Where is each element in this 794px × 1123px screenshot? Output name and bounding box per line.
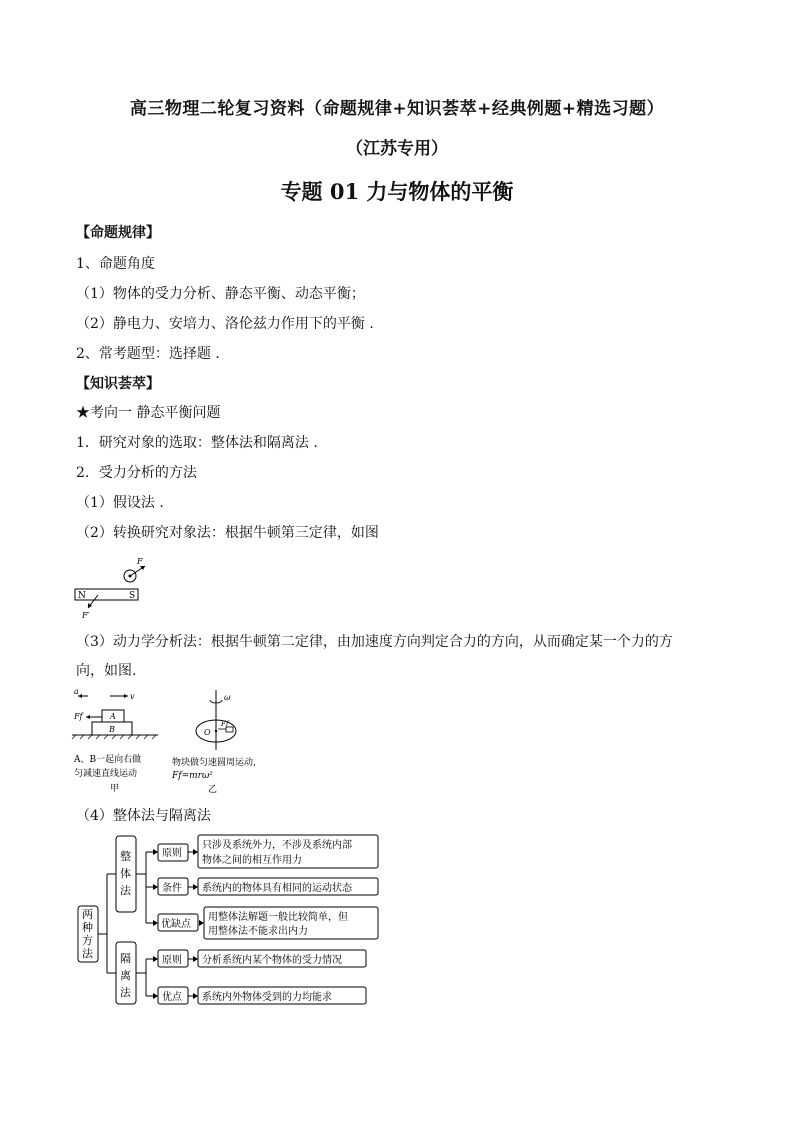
label-yi: 乙 <box>208 785 218 795</box>
whole-pros-cons-text-1: 用整体法解题一般比较简单，但 <box>208 912 348 923</box>
omega-label: ω <box>224 693 231 702</box>
root-label: 方 <box>82 934 93 947</box>
svg-text:整体法 <box>120 849 132 897</box>
reaction-label: F′ <box>82 611 90 620</box>
magnet-north-label: N <box>78 591 86 601</box>
whole-principle-key: 原则 <box>162 848 182 859</box>
svg-text:两种 方法 <box>82 908 97 960</box>
methods-concept-map <box>70 830 382 1010</box>
text-line: （2）静电力、安培力、洛伦兹力作用下的平衡 . <box>76 316 374 332</box>
root-label: 种 <box>82 921 93 934</box>
text-line: 2、常考题型：选择题 . <box>76 346 220 362</box>
section-heading-rules: 【命题规律】 <box>76 225 160 241</box>
caption-yi-line1: 物块做匀速圆周运动, <box>172 758 256 768</box>
isolate-method-label: 离 <box>120 969 131 982</box>
text-line: （1）假设法 . <box>76 495 164 511</box>
section-heading-knowledge: 【知识荟萃】 <box>76 376 160 392</box>
text-line: 1．研究对象的选取：整体法和隔离法 . <box>76 435 318 451</box>
text-line: （4）整体法与隔离法 <box>76 808 211 824</box>
caption-jia-line2: 匀减速直线运动 <box>74 769 138 779</box>
whole-method-label: 体 <box>120 867 131 880</box>
block-a-label: A <box>110 712 116 721</box>
whole-pros-cons-key: 优缺点 <box>161 919 191 930</box>
whole-condition-key: 条件 <box>162 883 182 894</box>
magnet-figure <box>70 553 150 623</box>
caption-jia-line1: A、B一起向右做 <box>74 755 142 765</box>
whole-method-label: 法 <box>120 884 131 897</box>
whole-pros-cons-text-2: 用整体法不能求出内力 <box>208 926 308 937</box>
acceleration-label: a <box>74 688 79 696</box>
isolate-method-label: 隔 <box>120 952 131 965</box>
caption-yi-line2: Ff=mrω² <box>172 771 213 781</box>
force-label: F <box>137 557 143 566</box>
document-title: 高三物理二轮复习资料（命题规律+知识荟萃+经典例题+精选习题） <box>129 99 665 119</box>
root-label: 两 <box>82 908 93 921</box>
dynamics-figure <box>70 688 290 796</box>
whole-principle-text-2: 物体之间的相互作用力 <box>202 855 302 866</box>
document-subtitle: （江苏专用） <box>346 139 448 159</box>
label-jia: 甲 <box>110 784 120 794</box>
text-line: 2．受力分析的方法 <box>76 465 197 481</box>
figure-jia <box>72 688 158 794</box>
text-line: （2）转换研究对象法：根据牛顿第三定律，如图 <box>76 525 379 541</box>
isolate-principle-key: 原则 <box>162 955 182 966</box>
isolate-principle-text: 分析系统内某个物体的受力情况 <box>202 955 342 966</box>
text-line: 向，如图. <box>76 663 137 679</box>
topic-title: 专题 01 力与物体的平衡 <box>280 179 514 204</box>
magnet-south-label: S <box>129 591 136 601</box>
svg-text:隔离法 <box>120 952 132 999</box>
velocity-label: v <box>130 692 135 701</box>
text-line: （3）动力学分析法：根据牛顿第二定律，由加速度方向判定合力的方向，从而确定某一个力的方 <box>76 634 673 650</box>
whole-principle-text-1: 只涉及系统外力，不涉及系统内部 <box>202 840 352 851</box>
centripetal-friction-label: Ff <box>221 720 229 728</box>
center-label: O <box>204 728 211 737</box>
isolate-advantage-key: 优点 <box>162 992 182 1003</box>
friction-label: Ff <box>74 712 83 721</box>
root-label: 法 <box>82 947 93 960</box>
isolate-method-label: 法 <box>120 986 131 999</box>
text-line: ★考向一 静态平衡问题 <box>76 405 221 421</box>
text-line: （1）物体的受力分析、静态平衡、动态平衡； <box>76 286 365 302</box>
text-line: 1、命题角度 <box>76 256 155 272</box>
figure-yi <box>171 690 256 795</box>
isolate-advantage-text: 系统内外物体受到的力均能求 <box>202 992 332 1003</box>
whole-method-label: 整 <box>120 850 131 863</box>
block-b-label: B <box>109 725 115 734</box>
whole-condition-text: 系统内的物体具有相同的运动状态 <box>202 883 352 894</box>
